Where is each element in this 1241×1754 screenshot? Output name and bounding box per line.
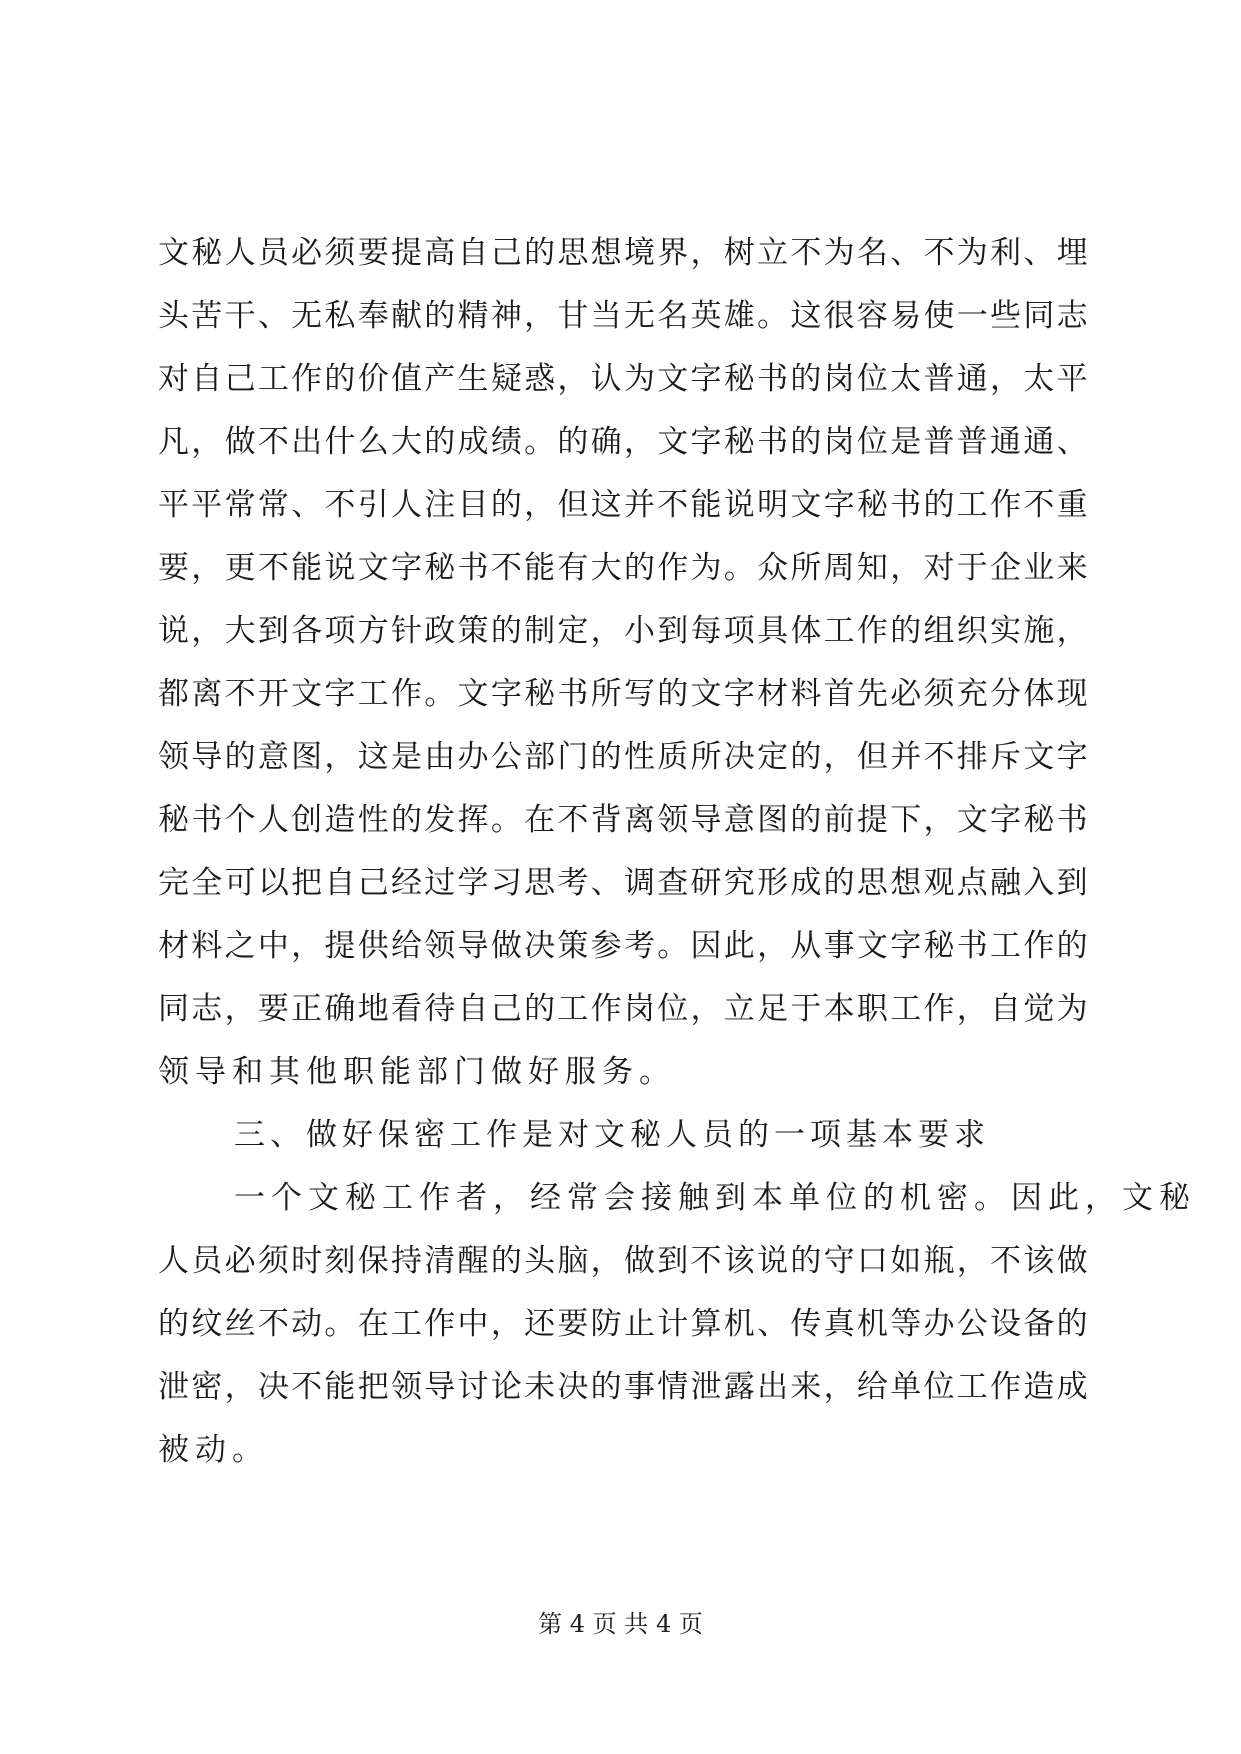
text-line: 头 苦 干 、 无 私 奉 献 的 精 神 ， 甘 当 无 名 英 雄 。 这 很 容 易 使 一 些 同 志	[158, 298, 1088, 334]
text-line: 领导和其他职能部门做好服务。	[158, 1054, 676, 1090]
text-line: 同 志 ， 要 正 确 地 看 待 自 己 的 工 作 岗 位 ， 立 足 于 本 职 工 作 ， 自 觉 为	[158, 991, 1088, 1027]
text-line: 泄 密 ， 决 不 能 把 领 导 讨 论 未 决 的 事 情 泄 露 出 来 ， 给 单 位 工 作 造 成	[158, 1369, 1088, 1405]
text-line: 材 料 之 中 ， 提 供 给 领 导 做 决 策 参 考 。 因 此 ， 从 事 文 字 秘 书 工 作 的	[158, 928, 1088, 964]
text-line: 说 ， 大 到 各 项 方 针 政 策 的 制 定 ， 小 到 每 项 具 体 工 作 的 组 织 实 施 ，	[158, 613, 1088, 649]
text-line: 要 ， 更 不 能 说 文 字 秘 书 不 能 有 大 的 作 为 。 众 所 周 知 ， 对 于 企 业 来	[158, 550, 1088, 586]
text-line: 平 平 常 常 、 不 引 人 注 目 的 ， 但 这 并 不 能 说 明 文 字 秘 书 的 工 作 不 重	[158, 487, 1088, 523]
text-line: 文 秘 人 员 必 须 要 提 高 自 己 的 思 想 境 界 ， 树 立 不 为 名 、 不 为 利 、 埋	[158, 235, 1088, 271]
paragraph-1	[158, 222, 1088, 1104]
text-line: 被动。	[158, 1432, 269, 1468]
page-footer	[0, 1604, 1241, 1639]
text-line: 对 自 己 工 作 的 价 值 产 生 疑 惑 ， 认 为 文 字 秘 书 的 岗 位 太 普 通 ， 太 平	[158, 361, 1088, 397]
page-number-label: 第 4 页 共 4 页	[538, 1610, 703, 1638]
paragraph-2	[158, 1167, 1196, 1482]
text-line: 的 纹 丝 不 动 。 在 工 作 中 ， 还 要 防 止 计 算 机 、 传 真 机 等 办 公 设 备 的	[158, 1306, 1088, 1342]
text-line: 凡 ， 做 不 出 什 么 大 的 成 绩 。 的 确 ， 文 字 秘 书 的 岗 位 是 普 普 通 通 、	[158, 424, 1088, 460]
text-line: 一个文秘工作者，经常会接触到本单位的机密。因此，文秘	[234, 1180, 1196, 1216]
document-body	[158, 222, 1196, 1482]
text-line: 完 全 可 以 把 自 己 经 过 学 习 思 考 、 调 查 研 究 形 成 的 思 想 观 点 融 入 到	[158, 865, 1088, 901]
text-line: 领 导 的 意 图 ， 这 是 由 办 公 部 门 的 性 质 所 决 定 的 ， 但 并 不 排 斥 文 字	[158, 739, 1088, 775]
section-heading: 三、做好保密工作是对文秘人员的一项基本要求	[234, 1117, 990, 1153]
text-line: 秘 书 个 人 创 造 性 的 发 挥 。 在 不 背 离 领 导 意 图 的 前 提 下 ， 文 字 秘 书	[158, 802, 1088, 838]
text-line: 都 离 不 开 文 字 工 作 。 文 字 秘 书 所 写 的 文 字 材 料 首 先 必 须 充 分 体 现	[158, 676, 1088, 712]
text-line: 人 员 必 须 时 刻 保 持 清 醒 的 头 脑 ， 做 到 不 该 说 的 守 口 如 瓶 ， 不 该 做	[158, 1243, 1088, 1279]
